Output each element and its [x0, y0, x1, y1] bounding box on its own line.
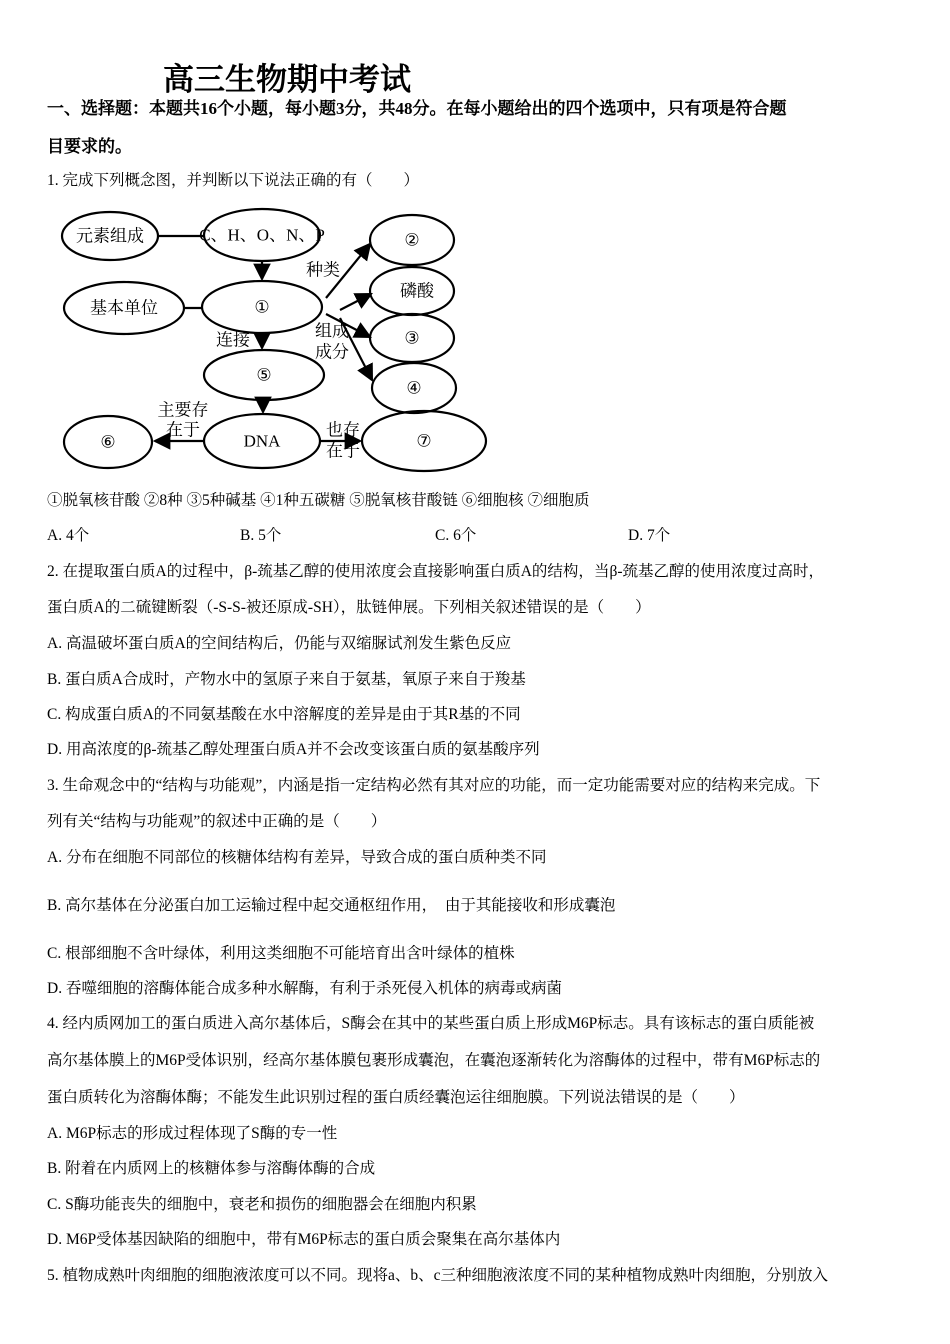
- edge-label: 成分: [315, 342, 349, 362]
- q2-stem: 2. 在提取蛋白质A的过程中，β-巯基乙醇的使用浓度会直接影响蛋白质A的结构，当β-巯基乙醇的使用浓度过高时，: [47, 563, 824, 580]
- node-label: DNA: [243, 431, 281, 451]
- edge-label: 在于: [166, 420, 200, 440]
- q1-statements: ①脱氧核苷酸 ②8种 ③5种碱基 ④1种五碳糖 ⑤脱氧核苷酸链 ⑥细胞核 ⑦细胞质: [47, 492, 590, 509]
- node-label: ⑦: [416, 431, 432, 451]
- node-label: ①: [254, 297, 270, 317]
- node-label: ②: [404, 230, 420, 250]
- q5-stem: 5. 植物成熟叶肉细胞的细胞液浓度可以不同。现将a、b、c三种细胞液浓度不同的某种植物成熟叶肉细胞，分别放入: [47, 1267, 829, 1284]
- page-title: 高三生物期中考试: [163, 62, 411, 97]
- q4-stem-cont: 高尔基体膜上的M6P受体识别，经高尔基体膜包裹形成囊泡，在囊泡逐渐转化为溶酶体的过程中，带有M6P标志的: [47, 1052, 821, 1069]
- q3-option-c[interactable]: C. 根部细胞不含叶绿体，利用这类细胞不可能培育出含叶绿体的植株: [47, 945, 515, 962]
- q1-option-d[interactable]: D. 7个: [628, 527, 671, 544]
- q4-stem-cont2: 蛋白质转化为溶酶体酶；不能发生此识别过程的蛋白质经囊泡运往细胞膜。下列说法错误的是（ ）: [47, 1089, 745, 1106]
- q2-stem-cont: 蛋白质A的二硫键断裂（-S-S-被还原成-SH），肽链伸展。下列相关叙述错误的是（ ）: [47, 599, 651, 616]
- edge-label: 组成: [315, 321, 349, 341]
- section-header: 一、选择题：本题共16个小题，每小题3分，共48分。在每小题给出的四个选项中，只有项是符合题: [47, 99, 787, 118]
- node-label: ⑥: [100, 432, 116, 452]
- q3-option-b[interactable]: B. 高尔基体在分泌蛋白加工运输过程中起交通枢纽作用， 由于其能接收和形成囊泡: [47, 897, 616, 914]
- q2-option-c[interactable]: C. 构成蛋白质A的不同氨基酸在水中溶解度的差异是由于其R基的不同: [47, 706, 521, 723]
- edge-label: 主要存: [157, 400, 209, 420]
- edge-label: 在于: [326, 441, 360, 461]
- q4-option-c[interactable]: C. S酶功能丧失的细胞中，衰老和损伤的细胞器会在细胞内积累: [47, 1196, 477, 1213]
- q1-option-a[interactable]: A. 4个: [47, 527, 90, 544]
- q2-option-b[interactable]: B. 蛋白质A合成时，产物水中的氢原子来自于氨基，氧原子来自于羧基: [47, 671, 526, 688]
- node-label: 磷酸: [400, 281, 434, 301]
- concept-map-diagram: [0, 0, 520, 490]
- q4-option-b[interactable]: B. 附着在内质网上的核糖体参与溶酶体酶的合成: [47, 1160, 376, 1177]
- q3-stem-cont: 列有关“结构与功能观”的叙述中正确的是（ ）: [47, 813, 387, 830]
- q1-option-b[interactable]: B. 5个: [240, 527, 282, 544]
- edge-label: 也存: [326, 420, 360, 440]
- q3-option-a[interactable]: A. 分布在细胞不同部位的核糖体结构有差异，导致合成的蛋白质种类不同: [47, 849, 547, 866]
- edge-label: 连接: [216, 330, 250, 350]
- edge-label: 种类: [306, 260, 340, 280]
- node-label: 元素组成: [76, 226, 144, 246]
- q1-option-c[interactable]: C. 6个: [435, 527, 477, 544]
- node-label: C、H、O、N、P: [199, 225, 325, 245]
- node-label: ③: [404, 328, 420, 348]
- q2-option-d[interactable]: D. 用高浓度的β-巯基乙醇处理蛋白质A并不会改变该蛋白质的氨基酸序列: [47, 741, 540, 758]
- q1-stem: 1. 完成下列概念图，并判断以下说法正确的有（ ）: [47, 172, 420, 189]
- q3-stem: 3. 生命观念中的“结构与功能观”，内涵是指一定结构必然有其对应的功能，而一定功能需要对应的结构来完成。下: [47, 777, 821, 794]
- q4-stem: 4. 经内质网加工的蛋白质进入高尔基体后，S酶会在其中的某些蛋白质上形成M6P标志。具有该标志的蛋白质能被: [47, 1015, 815, 1032]
- q3-option-d[interactable]: D. 吞噬细胞的溶酶体能合成多种水解酶，有利于杀死侵入机体的病毒或病菌: [47, 980, 562, 997]
- node-label: 基本单位: [90, 298, 158, 318]
- q4-option-a[interactable]: A. M6P标志的形成过程体现了S酶的专一性: [47, 1125, 338, 1142]
- q4-option-d[interactable]: D. M6P受体基因缺陷的细胞中，带有M6P标志的蛋白质会聚集在高尔基体内: [47, 1231, 561, 1248]
- node-label: ④: [406, 378, 422, 398]
- node-label: ⑤: [256, 365, 272, 385]
- q2-option-a[interactable]: A. 高温破坏蛋白质A的空间结构后，仍能与双缩脲试剂发生紫色反应: [47, 635, 512, 652]
- section-header-cont: 目要求的。: [47, 137, 132, 156]
